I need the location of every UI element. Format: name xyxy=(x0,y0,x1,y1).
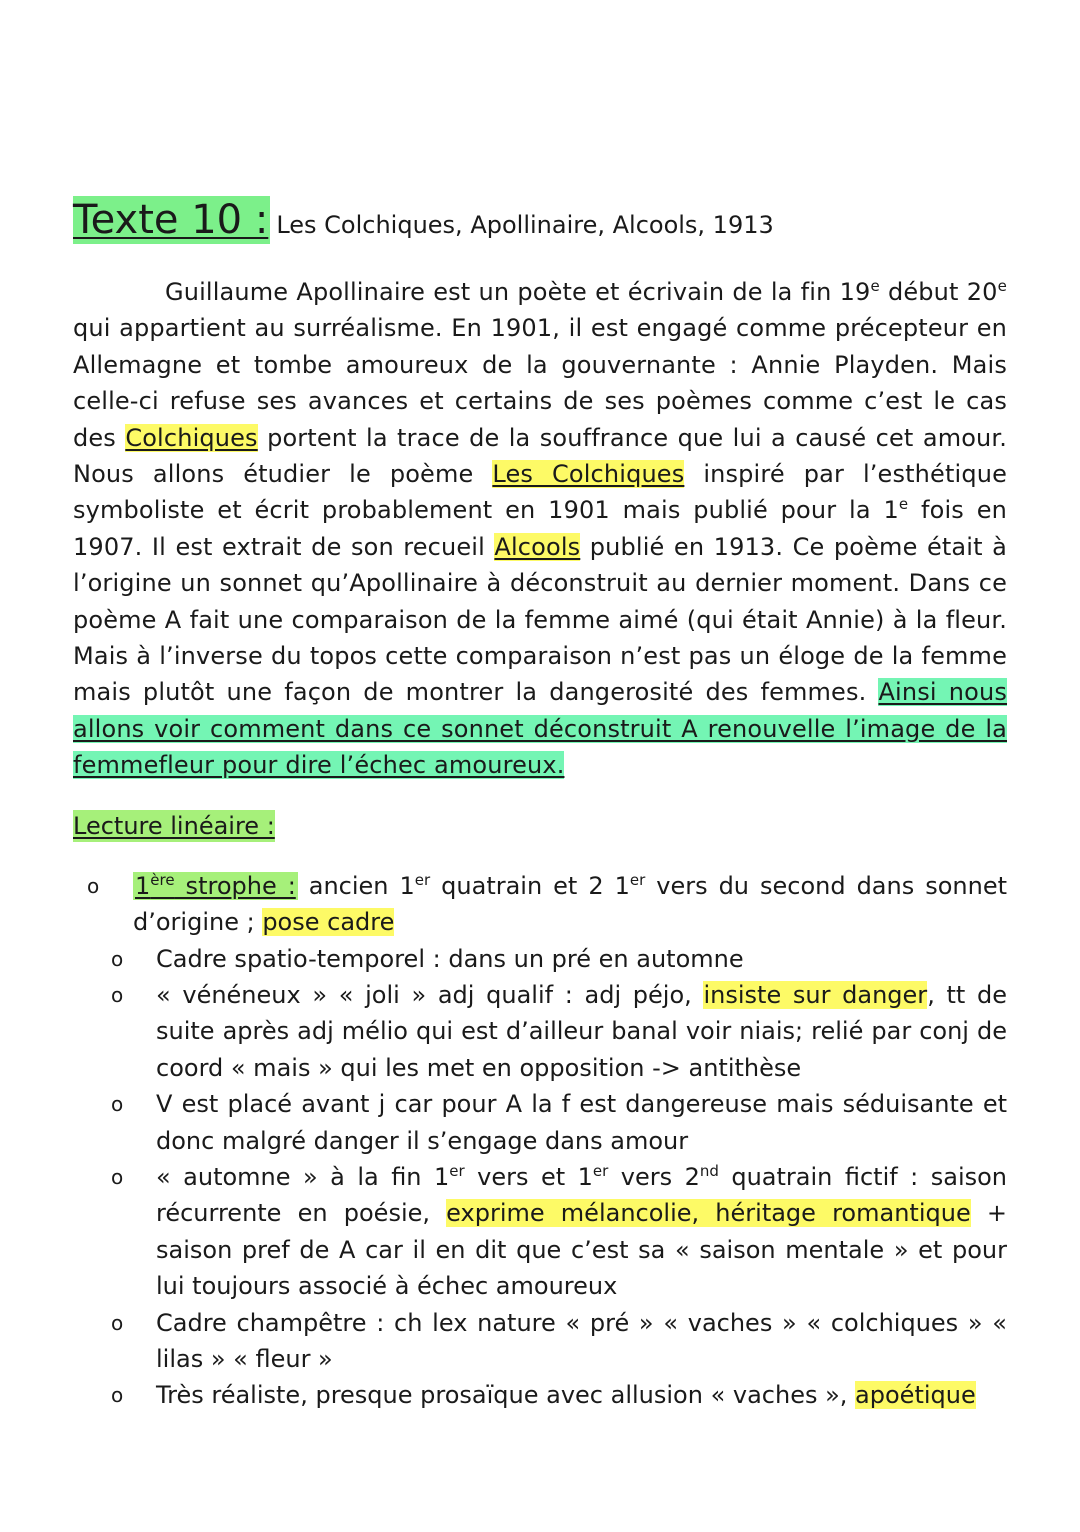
strophe-label xyxy=(133,872,298,900)
point-text: , tt de suite après adj mélio qui est d’ailleur banal voir niais; relié par conj de coord « mais » qui les met en opposition -> antithèse xyxy=(156,980,1007,1082)
intro-text: publié en 1913. Ce poème était à l’origine un sonnet qu’Apollinaire à déconstruit au dernier moment. Dans ce poème A fait une comparaison de la femme aimé (qui était Annie) à la fleur. Mais à l’inverse du topos cette comparaison n’est pas un éloge de la femme mais plutôt une façon de montrer la dangerosité des femmes. xyxy=(73,532,1007,707)
point-text: quatrain fictif : saison récurrente en poésie, xyxy=(156,1162,1008,1228)
strophe-text: vers du second dans sonnet d’origine ; xyxy=(133,871,1007,937)
point-text: vers 2 xyxy=(608,1162,700,1191)
point-text: Cadre spatio-temporel : dans un pré en automne xyxy=(156,944,744,973)
point-text: + saison pref de A car il en dit que c’est sa « saison mentale » et pour lui toujours associé à échec amoureux xyxy=(156,1199,1007,1301)
point-text: V est placé avant j car pour A la f est dangereuse mais séduisante et donc malgré danger il s’engage dans amour xyxy=(156,1090,1007,1155)
intro-text: début 20 xyxy=(879,278,998,306)
superscript: er xyxy=(449,1161,465,1180)
superscript: e xyxy=(997,277,1007,295)
introduction-paragraph xyxy=(73,274,1007,784)
intro-text: Guillaume Apollinaire est un poète et écrivain de la fin 19 xyxy=(165,278,871,306)
list-item xyxy=(73,1377,1007,1413)
superscript: er xyxy=(414,870,431,889)
list-item xyxy=(73,1305,1007,1378)
highlight-colchiques: Colchiques xyxy=(125,423,258,452)
list-item xyxy=(73,941,1007,977)
intro-text: fois en 1907. Il est extrait de son recueil xyxy=(73,496,1007,561)
list-item-strophe-1 xyxy=(73,868,1007,941)
list-item xyxy=(73,1086,1007,1159)
section-heading-lecture-lineaire: Lecture linéaire : xyxy=(73,811,275,840)
list-item xyxy=(73,1159,1007,1305)
strophe-num: 1 xyxy=(135,871,151,900)
intro-text: portent la trace de la souffrance que lui a causé cet amour. Nous allons étudier le poème xyxy=(73,423,1008,489)
highlight-les-colchiques: Les Colchiques xyxy=(492,460,685,489)
superscript: e xyxy=(870,277,880,295)
superscript: e xyxy=(898,495,909,514)
highlight-pose-cadre: pose cadre xyxy=(262,908,395,937)
point-text: vers et 1 xyxy=(464,1162,593,1191)
point-text: Cadre champêtre : ch lex nature « pré » « vaches » « colchiques » « lilas » « fleur » xyxy=(156,1308,1007,1373)
analysis-list xyxy=(73,868,1007,1414)
superscript: ère xyxy=(150,870,175,889)
point-text: « vénéneux » « joli » adj qualif : adj péjo, xyxy=(156,980,704,1009)
problematique: Ainsi nous allons voir comment dans ce sonnet déconstruit A renouvelle l’image de la femmefleur pour dire l’échec amoureux. xyxy=(73,678,1007,780)
superscript: er xyxy=(629,870,646,889)
text-title: Texte 10 : xyxy=(73,197,269,243)
list-item xyxy=(73,977,1007,1086)
strophe-label-text: strophe : xyxy=(174,871,296,900)
intro-text: inspiré par l’esthétique symboliste et écrit probablement en 1901 mais publié pour la 1 xyxy=(73,460,1007,525)
text-subtitle: Les Colchiques, Apollinaire, Alcools, 1913 xyxy=(276,211,774,239)
intro-text: qui appartient au surréalisme. En 1901, il est engagé comme précepteur en Allemagne et tombe amoureux de la gouvernante : Annie Playden. Mais celle-ci refuse ses avances et certains de ses poèmes comme c’est le cas des xyxy=(73,314,1007,452)
point-text: « automne » à la fin 1 xyxy=(156,1162,450,1191)
highlight-alcools: Alcools xyxy=(494,532,581,561)
superscript: er xyxy=(592,1161,609,1180)
document-page xyxy=(73,196,1007,1414)
title-line xyxy=(73,196,1007,244)
point-text: Très réaliste, presque prosaïque avec allusion « vaches », xyxy=(156,1381,856,1410)
highlight-melancolie: exprime mélancolie, héritage romantique xyxy=(446,1199,971,1228)
highlight-apoetique: apoétique xyxy=(855,1381,976,1410)
superscript: nd xyxy=(699,1161,719,1180)
strophe-text: ancien 1 xyxy=(297,871,415,900)
highlight-danger: insiste sur danger xyxy=(703,980,928,1009)
strophe-text: quatrain et 2 1 xyxy=(430,871,630,900)
